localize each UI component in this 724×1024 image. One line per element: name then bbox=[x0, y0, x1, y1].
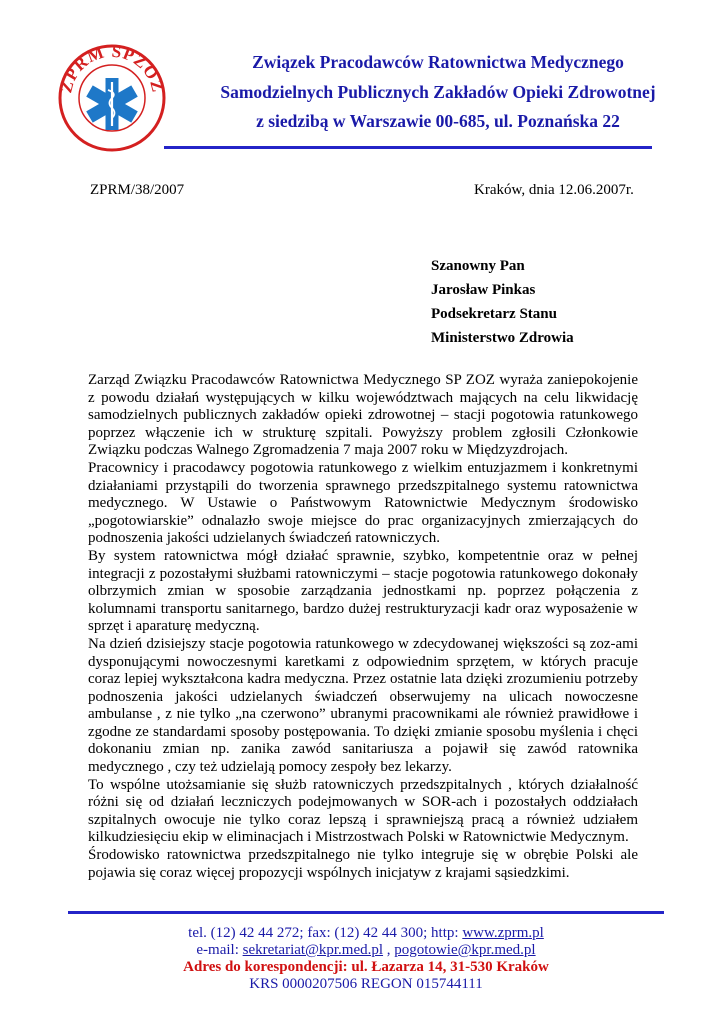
footer-phone-fax: tel. (12) 42 44 272; fax: (12) 42 44 300; http: bbox=[188, 925, 463, 941]
body-paragraph: To wspólne utożsamianie się służb ratowniczych przedszpitalnych , których działalność różni się od działań leczniczych podejmowanych w SOR-ach i pozostałych oddziałach szpitalnych owocuje nie tylko coraz lepszą i sprawniejszą pracą a również udziałem kilkudziesięciu ekip w eliminacjach i Mistrzostwach Polski w Ratownictwie Medycznym. bbox=[88, 776, 638, 846]
email-label: e-mail: bbox=[196, 942, 243, 958]
letter-body bbox=[88, 372, 638, 882]
footer-contact bbox=[68, 925, 664, 942]
footer-divider bbox=[68, 911, 664, 914]
addressee-institution: Ministerstwo Zdrowia bbox=[431, 330, 574, 346]
body-paragraph: By system ratownictwa mógł działać sprawnie, szybko, kompetentnie oraz w pełnej integracji z pozostałymi służbami ratowniczymi – stacje pogotowia ratunkowego dokonały olbrzymich zmian w sposobie zarządzania jednostkami np. poprzez połączenia z kolumnami transportu sanitarnego, bardzo dużej restrukturyzacji kadr oraz wyposażenie w sprzęt i aparaturę medyczną. bbox=[88, 547, 638, 635]
addressee-position: Podsekretarz Stanu bbox=[431, 306, 557, 322]
email-separator: , bbox=[383, 942, 395, 958]
registry-numbers: KRS 0000207506 REGON 015744111 bbox=[249, 976, 483, 992]
email-link-secretariat[interactable]: sekretariat@kpr.med.pl bbox=[242, 942, 384, 958]
website-link[interactable]: www.zprm.pl bbox=[462, 925, 544, 941]
correspondence-address: Adres do korespondencji: ul. Łazarza 14, 31-530 Kraków bbox=[183, 959, 549, 975]
letter-date: Kraków, dnia 12.06.2007r. bbox=[474, 182, 634, 198]
body-paragraph: Na dzień dzisiejszy stacje pogotowia ratunkowego w zdecydowanej większości są zoz-ami dysponującymi nowoczesnymi karetkami z odpowiednim sprzętem, w których pracuje coraz lepiej wykształcona kadra medyczna. Przez ostatnie lata dzięki zrozumieniu potrzeby podnoszenia jakości udzielanych świadczeń obserwujemy na ulicach nowoczesne ambulanse , z nie tylko „na czerwono” ubranymi pracownikami ale również prawidłowe i zgodne ze standardami sposoby postępowania. To dzięki zmianie sposobu myślenia i chęci dokonaniu zmian np. zanika zawód sanitariusza a pojawił się zawód ratownika medycznego , czy też udzielają pomocy zespoły bez lekarzy. bbox=[88, 635, 638, 776]
body-paragraph: Środowisko ratownictwa przedszpitalnego nie tylko integruje się w obrębie Polski ale pojawia się coraz więcej propozycji wspólnych inicjatyw z krajami sąsiedzkimi. bbox=[88, 847, 638, 881]
body-paragraph: Zarząd Związku Pracodawców Ratownictwa Medycznego SP ZOZ wyraża zaniepokojenie z powodu działań występujących w kilku województwach mających na celu likwidację samodzielnych publicznych zakładów opieki zdrowotnej – stacji pogotowia ratunkowego poprzez włączenie ich w strukturę szpitali. Powyższy problem zgłosili Członkowie Związku podczas Walnego Zgromadzenia 7 maja 2007 roku w Międzyzdrojach. bbox=[88, 372, 638, 459]
footer-email bbox=[68, 942, 664, 959]
body-paragraph: Pracownicy i pracodawcy pogotowia ratunkowego z wielkim entuzjazmem i konkretnymi działaniami przystąpili do tworzenia sprawnego przedszpitalnego systemu ratownictwa medycznego. W Ustawie o Państwowym Ratownictwie Medycznym środowisko „pogotowiarskie” odnalazło swoje miejsce do prac organizacyjnych zmierzających do podnoszenia jakości udzielanych świadczeń ratowniczych. bbox=[88, 459, 638, 547]
organization-address: z siedzibą w Warszawie 00-685, ul. Poznańska 22 bbox=[256, 111, 620, 131]
addressee-salutation: Szanowny Pan bbox=[431, 258, 525, 274]
header-divider bbox=[164, 146, 652, 149]
email-link-emergency[interactable]: pogotowie@kpr.med.pl bbox=[394, 942, 536, 958]
organization-name: Związek Pracodawców Ratownictwa Medycznego bbox=[252, 52, 624, 72]
organization-logo bbox=[56, 42, 168, 154]
organization-subname: Samodzielnych Publicznych Zakładów Opieki Zdrowotnej bbox=[220, 82, 656, 102]
addressee-name: Jarosław Pinkas bbox=[431, 282, 536, 298]
reference-number: ZPRM/38/2007 bbox=[90, 182, 185, 198]
logo-text: ZPRM SPZOZ bbox=[56, 42, 168, 95]
